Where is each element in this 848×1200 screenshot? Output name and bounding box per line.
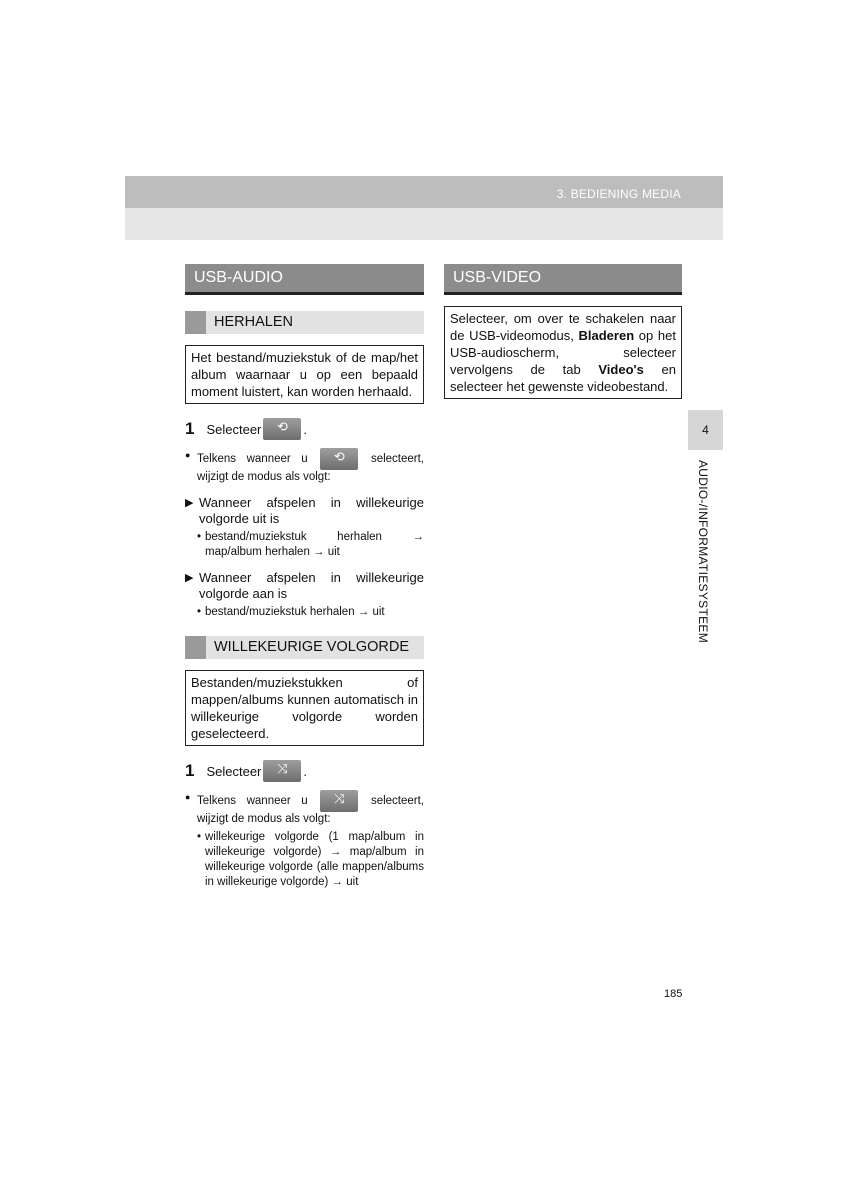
case-shuffle-off: ▶ Wanneer afspelen in willekeurige volgorde uit is xyxy=(185,495,424,526)
step-text: Selecteer xyxy=(206,763,262,779)
subsection-heading-repeat: HERHALEN xyxy=(185,311,424,334)
triangle-icon: ▶ xyxy=(185,497,194,509)
case-shuffle-on: ▶ Wanneer afspelen in willekeurige volgorde aan is xyxy=(185,570,424,601)
repeat-icon: ⟲ xyxy=(263,418,301,440)
chapter-side-label: AUDIO-/INFORMATIESYSTEEM xyxy=(696,460,710,643)
section-title-usb-audio: USB-AUDIO xyxy=(185,264,424,295)
header-bar xyxy=(125,176,723,208)
repeat-intro-box: Het bestand/muziekstuk of de map/het album waarnaar u op een bepaald moment luistert, kan worden herhaald. xyxy=(185,345,424,404)
chapter-title: 3. BEDIENING MEDIA xyxy=(556,187,681,201)
step-text: Selecteer xyxy=(206,421,262,437)
shuffle-step: 1 Selecteer ⤨ . xyxy=(185,761,308,780)
triangle-icon: ▶ xyxy=(185,572,194,584)
step-number: 1 xyxy=(185,419,195,438)
browse-label: Bladeren xyxy=(578,328,635,343)
step-number: 1 xyxy=(185,761,195,780)
right-column xyxy=(444,264,682,399)
shuffle-bullet: ● Telkens wanneer u ⤨ selecteert, wijzigt de modus als volgt: xyxy=(185,790,424,827)
case-shuffle-on-item: • bestand/muziekstuk herhalen → uit xyxy=(197,606,385,618)
chapter-tab: 4 xyxy=(688,410,723,450)
repeat-bullet: ● Telkens wanneer u ⟲ selecteert, wijzigt de modus als volgt: xyxy=(185,448,424,485)
usb-video-box: Selecteer, om over te schakelen naar de USB-videomodus, Bladeren op het USB-audioscherm, selecteer vervolgens de tab Video's en selecteer het gewenste videobestand. xyxy=(444,306,682,399)
page-number: 185 xyxy=(664,988,683,1000)
header-band xyxy=(125,208,723,240)
videos-tab-label: Video's xyxy=(598,362,644,377)
section-title-usb-video: USB-VIDEO xyxy=(444,264,682,295)
repeat-icon: ⟲ xyxy=(320,448,358,470)
shuffle-item: • willekeurige volgorde (1 map/album in willekeurige volgorde) → map/album in willekeurige volgorde (alle mappen/albums in willekeurige volgorde) → uit xyxy=(197,831,424,888)
left-column xyxy=(185,264,424,890)
case-shuffle-off-item: • bestand/muziekstuk herhalen → map/album herhalen → uit xyxy=(197,531,424,558)
shuffle-icon: ⤨ xyxy=(263,760,301,782)
subsection-heading-shuffle: WILLEKEURIGE VOLGORDE xyxy=(185,636,424,659)
shuffle-icon: ⤨ xyxy=(320,790,358,812)
repeat-step: 1 Selecteer ⟲ . xyxy=(185,419,308,438)
shuffle-intro-box: Bestanden/muziekstukken of mappen/albums kunnen automatisch in willekeurige volgorde worden geselecteerd. xyxy=(185,670,424,746)
